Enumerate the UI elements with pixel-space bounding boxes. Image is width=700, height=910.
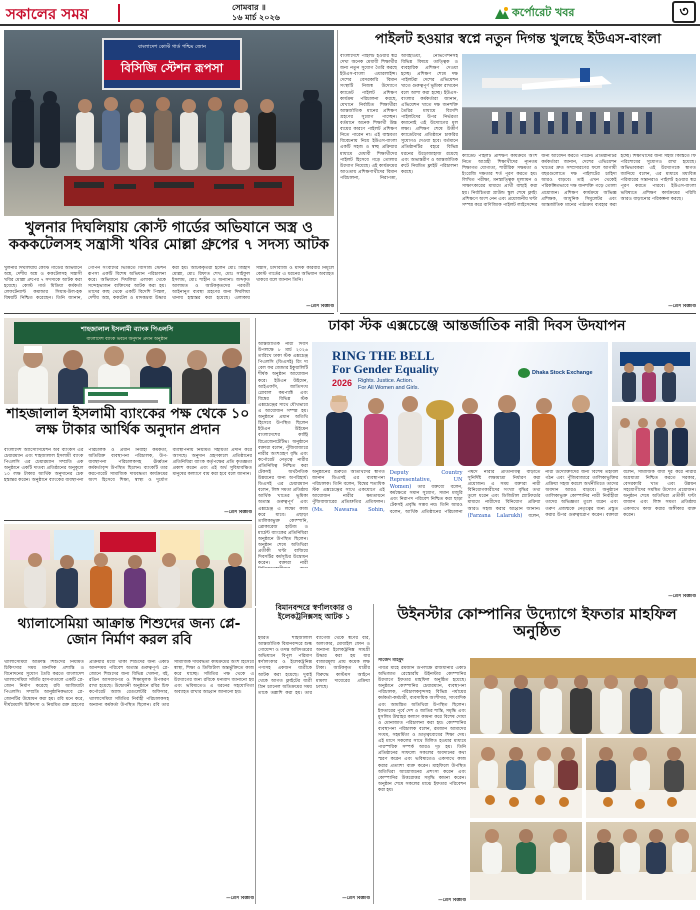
day-label: সোমবার ॥ — [232, 3, 266, 12]
vertical-divider-bottom-left — [255, 608, 256, 904]
pilot-body: বাংলাদেশে পাইলট হওয়ার স্বপ্ন দেখা অনেক মেধাবী শিক্ষার্থীর জন্য নতুন সুযোগ তৈরি করছে ইউএস-বাংলা এয়ারলাইন্স। দেশের বেসরকারি বিমান সংস্থাটি নিজস্ব উদ্যোগে ক্যাডেট পাইলট প্রশিক্ষণ কার্যক্রম পরিচালনা করছে, যেখানে নির্বাচিত শিক্ষার্থীরা আন্তর্জাতিক মানের প্রশিক্ষণ গ্রহণের সুযোগ পাচ্ছেন। বর্তমানে অনেক শিক্ষার্থী উচ্চ ব্যয়ের কারণে পাইলট প্রশিক্ষণ নিতে পারেন না। এই বাস্তবতা বিবেচনায় নিয়ে ইউএস-বাংলা একটি সহজ ও স্বচ্ছ প্রক্রিয়ার মাধ্যমে মেধাবী শিক্ষার্থীদের পাইলট হিসেবে গড়ে তোলার উদ্যোগ নিয়েছে। এই কার্যক্রমের আওতায় প্রশিক্ষণার্থীদের বিমান পরিচালনা, নিরাপত্তা, আবহাওয়া, নেভিগেশনসহ বিভিন্ন বিষয়ে তাত্ত্বিক ও ব্যবহারিক প্রশিক্ষণ দেওয়া হচ্ছে। প্রশিক্ষণ শেষে দক্ষ পাইলটরা দেশের এভিয়েশন খাতে গুরুত্বপূর্ণ ভূমিকা রাখবেন বলে আশা করা হচ্ছে। ইউএস-বাংলার কর্মকর্তারা জানান, এভিয়েশন খাতে দক্ষ জনশক্তি তৈরির মাধ্যমে বিদেশি পাইলটদের উপর নির্ভরতা কমানোই এই উদ্যোগের মূল লক্ষ্য। প্রশিক্ষণ শেষে উত্তীর্ণ ক্যাডেটদের প্রতিষ্ঠানে চাকরির সুযোগও দেওয়া হবে। বর্তমানে প্রতিষ্ঠানটির বহরে বিভিন্ন ধরনের উড়োজাহাজ রয়েছে এবং অভ্যন্তরীণ ও আন্তর্জাতিক রুটে নিয়মিত ফ্লাইট পরিচালনা করছে। — [340, 54, 458, 181]
dse-photo-right-top — [612, 342, 696, 402]
dse-banner-year: 2026 — [332, 378, 353, 388]
date-label: ১৬ মার্চ ২০২৬ — [232, 13, 280, 22]
iftar-photo-5 — [586, 822, 696, 900]
paper-name: সকালের সময় — [6, 5, 89, 23]
iftar-photo-4 — [470, 822, 582, 900]
khulna-body: খুলনার দিঘলিয়ায় কোস্ট গার্ডের অভিযানে অস্ত্র, দেশীয় অস্ত্র ও ককটেলসহ সন্ত্রাসী খবির মোল্লা গ্রুপের ৭ সদস্যকে আটক করা হয়েছে। কোস্ট গার্ড মিডিয়া কর্মকর্তা লেফটেন্যান্ট কমান্ডার সিয়াম-উল-হক বিষয়টি নিশ্চিত করেছেন। তিনি জানান, গোপন সংবাদের ভিত্তিতে বিসিজি স্টেশন রূপসা একটি বিশেষ অভিযান পরিচালনা করে। অভিযানে দিঘলিয়া এলাকা থেকে সন্দেহভাজন ব্যক্তিদের আটক করা হয়। তাদের কাছ থেকে একটি বিদেশি পিস্তল, দেশীয় অস্ত্র, ককটেল ও মাদকদ্রব্য উদ্ধার করা হয়। আটককৃতরা হলেন মোঃ জিহাদ মোল্লা, মোঃ রিফাত শেখ, মোঃ সাইফুল ইসলাম, মোঃ শাহীন ও অন্যান্য। জব্দকৃত আলামত ও আটককৃতদের পরবর্তী আইনানুগ ব্যবস্থা গ্রহণের জন্য দিঘলিয়া থানায় হস্তান্তর করা হয়েছে। এলাকায় সন্ত্রাস, চাঁদাবাজি ও মাদক কারবার নির্মূলে কোস্ট গার্ডের এ ধরনের অভিযান অব্যাহত থাকবে বলে জানান তিনি। — [4, 266, 334, 302]
section-logo-icon — [494, 5, 510, 19]
bank-banner — [14, 322, 240, 344]
dse-banner-line1: RING THE BELL — [332, 348, 435, 363]
masthead — [0, 0, 700, 26]
robi-playzone-photo — [4, 524, 252, 608]
dse-photo — [312, 342, 608, 466]
coast-guard-photo — [4, 30, 334, 216]
pilot-photo — [462, 54, 696, 150]
divider-shahjalal — [4, 520, 252, 521]
masthead-divider — [118, 4, 120, 22]
iftar-byline: —প্রেস বিজ্ঞপ্তি — [438, 898, 466, 903]
page-number: ৩ — [672, 1, 696, 23]
bank-banner-text: শাহজালাল ইসলামী ব্যাংক পিএলসি — [80, 325, 174, 333]
vertical-divider-mid — [255, 318, 256, 606]
vertical-divider-bottom-right — [373, 604, 374, 904]
robi-byline: —প্রেস বিজ্ঞপ্তি — [226, 896, 254, 901]
khulna-byline: —প্রেস বিজ্ঞপ্তি — [306, 304, 334, 309]
robi-headline: থ্যালাসেমিয়া আক্রান্ত শিশুদের জন্য প্লে-জোন নির্মাণ করল রবি — [17, 616, 241, 649]
banner-station-text: বিসিজি স্টেশন রূপসা — [104, 60, 240, 80]
dse-highlight-name: (Ms. Nawarsa Sohin, Deputy Country Representative, UN Women) — [312, 470, 463, 513]
dse-logo-icon — [518, 368, 530, 378]
shahjalal-headline: শাহজালাল ইসলামী ব্যাংকের পক্ষ থেকে ১০ লক্ষ টাকার আর্থিক অনুদান প্রদান — [4, 404, 252, 444]
airport-body: হযরত শাহজালাল আন্তর্জাতিক বিমানবন্দরে শুল্ক গোয়েন্দা ও তদন্ত অধিদপ্তরের অভিযানে বিপুল পরিমাণ স্বর্ণালংকার ও ইলেকট্রনিক্স পণ্যসহ একজন যাত্রীকে আটক করা হয়েছে। দুবাই থেকে আগত ফ্লাইটের যাত্রী গ্রিন চ্যানেল অতিক্রমের সময় তাকে তল্লাশি করা হয়। তার ব্যাগেজ থেকে স্বর্ণের বার, অলংকার, মোবাইল ফোন ও অন্যান্য ইলেকট্রনিক্স সামগ্রী উদ্ধার করা হয় যার বাজারমূল্য প্রায় কয়েক লক্ষ টাকা। আটককৃত যাত্রীর বিরুদ্ধে কাস্টমস আইনে মামলা দায়েরের প্রক্রিয়া চলছে। — [258, 636, 370, 696]
section-label: কর্পোরেট খবর — [512, 6, 575, 19]
shahjalal-byline: —প্রেস বিজ্ঞপ্তি — [224, 510, 252, 515]
pilot-byline: —প্রেস বিজ্ঞপ্তি — [668, 304, 696, 309]
dse-banner-sub2: For All Women and Girls. — [358, 385, 420, 391]
dse-byline: —প্রেস বিজ্ঞপ্তি — [668, 594, 696, 599]
coast-guard-banner: বাংলাদেশ কোস্ট গার্ড পশ্চিম জোন বিসিজি স্টেশন রূপসা — [102, 38, 242, 90]
bank-banner-subtext: বাংলাদেশ ব্যাংক ভবনে অনুদান প্রদান অনুষ্ঠান — [86, 337, 168, 342]
iftar-headline: উইনস্টার কোম্পানির উদ্যোগে ইফতার মাহফিল অনুষ্ঠিত — [397, 605, 677, 641]
khulna-headline: খুলনার দিঘলিয়ায় কোস্ট গার্ডের অভিযানে অস্ত্র ও কককটেলসহ সন্ত্রাসী খবির মোল্লা গ্রুপের ৭ সদস্য আটক — [8, 220, 330, 253]
airport-byline: —প্রেস বিজ্ঞপ্তি — [342, 896, 370, 901]
iftar-photo-3 — [586, 738, 696, 818]
vertical-divider-top — [337, 30, 338, 312]
dse-logo-text: Dhaka Stock Exchange — [532, 370, 593, 376]
airport-headline: বিমানবন্দরে স্বর্ণালংকার ও ইলেকট্রনিক্সসহ আটক ১ — [275, 603, 353, 621]
iftar-body: পবিত্র মাহে রমজান উপলক্ষে রাজধানীর একটি অভিজাত রেস্তোরাঁয় উইনস্টার কোম্পানির উদ্যোগে ইফতার মাহফিল অনুষ্ঠিত হয়েছে। অনুষ্ঠানে কোম্পানির চেয়ারম্যান, ব্যবস্থাপনা পরিচালক, পরিচালকবৃন্দসহ বিভিন্ন পর্যায়ের কর্মকর্তা-কর্মচারী, ব্যবসায়িক অংশীদার, সাংবাদিক এবং আমন্ত্রিত অতিথিরা উপস্থিত ছিলেন। ইফতারের পূর্বে দেশ ও জাতির শান্তি, সমৃদ্ধি এবং মুসলিম উম্মাহর কল্যাণ কামনা করে বিশেষ দোয়া ও মোনাজাত পরিচালনা করা হয়। কোম্পানির ব্যবস্থাপনা পরিচালক বলেন, রমজান আমাদের সংযম, সহমর্মিতা ও ভ্রাতৃত্ববোধের শিক্ষা দেয়। এই মাসে সকলের সাথে মিলিত হওয়ার মাধ্যমে পারস্পরিক সম্পর্ক আরও দৃঢ় হয়। তিনি প্রতিষ্ঠানের সাফল্যে সকলের অবদানের কথা স্মরণ করেন এবং ভবিষ্যতেও একসাথে কাজ করার প্রত্যাশা ব্যক্ত করেন। মাহফিলে উপস্থিত অতিথিরা আয়োজনের প্রশংসা করেন এবং কোম্পানির উত্তরোত্তর সমৃদ্ধি কামনা করেন। অনুষ্ঠান শেষে সকলের মাঝে ইফতার পরিবেশন করা হয়। — [378, 666, 466, 793]
dse-banner-line2: For Gender Equality — [332, 362, 439, 376]
dse-body: আন্তর্জাতিক নারী দিবস উপলক্ষে ৮ মার্চ ২০২৬ তারিখে ঢাকা স্টক এক্সচেঞ্জ পিএলসি (ডিএসই) রিং দ্য বেল ফর জেন্ডার ইকুয়ালিটি শীর্ষক অনুষ্ঠান আয়োজন করে। ইউএন উইমেন, আইএফসি, জাতিসংঘ গ্লোবাল কমপ্যাক্ট এবং বিশ্বের বিভিন্ন স্টক এক্সচেঞ্জের সাথে যৌথভাবে এ আয়োজন সম্পন্ন হয়। অনুষ্ঠানে প্রধান অতিথি হিসেবে উপস্থিত ছিলেন ইউএন উইমেন বাংলাদেশের কান্ট্রি রিপ্রেজেনটেটিভ। অনুষ্ঠানে বক্তারা বলেন, পুঁজিবাজারে নারীর অংশগ্রহণ বৃদ্ধি এবং কর্পোরেট নেতৃত্বে নারীর প্রতিনিধিত্ব নিশ্চিত করা টেকসই অর্থনৈতিক উন্নয়নের জন্য অপরিহার্য। ডিএসই এর চেয়ারম্যান বলেন, লিঙ্গ সমতা প্রতিষ্ঠায় আর্থিক খাতের ভূমিকা অত্যন্ত গুরুত্বপূর্ণ এবং এক্সচেঞ্জ এ লক্ষ্যে কাজ করে যাবে। এছাড়া তালিকাভুক্ত কোম্পানি, ব্রোকারেজ হাউজ ও মার্চেন্ট ব্যাংকের প্রতিনিধিরা অনুষ্ঠানে উপস্থিত ছিলেন। অনুষ্ঠান শেষে অতিথিরা প্রতীকী ঘণ্টা বাজিয়ে দিবসটির কর্মসূচির উদ্বোধন করেন। বক্তারা নারী — [258, 342, 308, 567]
dse-highlight-name-2: (Farzana Lalarukh) — [467, 512, 523, 519]
divider-khulna — [4, 313, 334, 314]
dse-banner-sub: Rights. Justice. Action. — [358, 378, 414, 384]
robi-body: থ্যালাসেমিয়া আক্রান্ত শিশুদের নিয়মিত চিকিৎসার সময় মানসিক প্রশান্তি ও বিনোদনের সুযোগ তৈরি করতে বাংলাদেশ থ্যালাসেমিয়া সমিতি হাসপাতালে একটি প্লে-জোন নির্মাণ করেছে রবি আজিয়াটা পিএলসি। সম্প্রতি আনুষ্ঠানিকভাবে প্লে-জোনটির উদ্বোধন করা হয়। রবি মনে করে, দীর্ঘমেয়াদি চিকিৎসা ও নিয়মিত রক্ত গ্রহণের প্রক্রিয়ার মধ্যে থাকা শিশুদের জন্য একটি আনন্দময় পরিবেশ অত্যন্ত গুরুত্বপূর্ণ। প্লে-জোনে শিশুদের জন্য বিভিন্ন খেলনা, বই, রঙিন আসবাবপত্র ও শিক্ষামূলক উপকরণ রাখা হয়েছে। উদ্বোধনী অনুষ্ঠানে রবির চিফ কর্পোরেট অ্যান্ড রেগুলেটরি অফিসার, থ্যালাসেমিয়া সমিতির নির্বাহী পরিচালকসহ অন্যান্য কর্মকর্তা উপস্থিত ছিলেন। রবি তার সামাজিক দায়বদ্ধতা কার্যক্রমের অংশ হিসেবে স্বাস্থ্য, শিক্ষা ও ডিজিটাল অন্তর্ভুক্তিতে কাজ করে যাচ্ছে। সমিতির পক্ষ থেকে এ উদ্যোগের জন্য রবিকে ধন্যবাদ জানানো হয় এবং ভবিষ্যতেও এ ধরনের সহযোগিতা অব্যাহত রাখার আহ্বান জানানো হয়। — [4, 660, 254, 708]
dse-photo-right-bottom — [612, 406, 696, 466]
iftar-photo-1 — [470, 658, 696, 734]
iftar-photo-2 — [470, 738, 582, 818]
dse-headline: ঢাকা স্টক এক্সচেঞ্জে আন্তর্জাতিক নারী দিবস উদযাপন — [328, 318, 626, 334]
divider-pilot — [340, 313, 696, 314]
dse-body-continued: অনুষ্ঠানের শুরুতে অতিথিদের স্বাগত জানান ডিএসই এর ব্যবস্থাপনা পরিচালক। তিনি বলেন, বিশ্বের শতাধিক স্টক এক্সচেঞ্জের সাথে একযোগে এই আয়োজন নারীর ক্ষমতায়নে পুঁজিবাজারের প্রতিশ্রুতির প্রতিফলন। (Ms. Nawarsa Sohin, Deputy Country Representative, UN Women) তার বক্তব্যে বলেন, কর্মক্ষেত্রে সমান সুযোগ, সমান মজুরি এবং নিরাপদ পরিবেশ নিশ্চিত করা ছাড়া টেকসই প্রবৃদ্ধি সম্ভব নয়। তিনি আরও বলেন, আর্থিক প্রতিষ্ঠানের পরিচালনা পর্ষদে নারীর প্রতিনিধিত্ব বাড়াতে সুনির্দিষ্ট লক্ষ্যমাত্রা নির্ধারণ করা প্রয়োজন। এ সময় বক্তারা নারী বিনিয়োগকারীদের সংখ্যা বৃদ্ধির তথ্য তুলে ধরেন এবং ডিজিটাল প্ল্যাটফর্মের মাধ্যমে নারীদের বিনিয়োগ প্রক্রিয়া আরও সহজ করার আহ্বান জানান। (Farzana Lalarukh) বলেন, নারী উদ্যোক্তাদের জন্য বিশেষ তহবিল গঠন এবং পুঁজিবাজারে তালিকাভুক্তির প্রক্রিয়া সহজ করলে অর্থনীতিতে তাদের অবদান আরও বাড়বে। অনুষ্ঠানে তালিকাভুক্ত কোম্পানির নারী নির্বাহীরা তাদের অভিজ্ঞতা তুলে ধরেন এবং তরুণ প্রজন্মকে নেতৃত্বের জন্য প্রস্তুত করার উপর গুরুত্বারোপ করেন। বক্তারা বলেন, সামাজিক বাধা দূর করে নারীর অগ্রযাত্রা নিশ্চিত করতে সরকার, বেসরকারি খাত এবং উন্নয়ন সহযোগীদের সমন্বিত উদ্যোগ প্রয়োজন। অনুষ্ঠান শেষে অতিথিরা প্রতীকী ঘণ্টা বাজান এবং লিঙ্গ সমতা প্রতিষ্ঠায় একসাথে কাজ করার অঙ্গীকার ব্যক্ত করেন। — [312, 470, 696, 519]
iftar-reporter: সাজেদ মাহমুদ — [378, 658, 404, 663]
pilot-body-continued: ক্যাডেট পাইলট প্রশিক্ষণ কার্যক্রমে অংশ নিতে আগ্রহী শিক্ষার্থীদের ন্যূনতম শিক্ষাগত যোগ্যতা, শারীরিক সক্ষমতা ও ইংরেজি দক্ষতার শর্ত পূরণ করতে হয়। লিখিত পরীক্ষা, মনস্তাত্ত্বিক মূল্যায়ন ও সাক্ষাৎকারের মাধ্যমে প্রার্থী বাছাই করা হয়। নির্বাচিতরা গ্রাউন্ড স্কুল শেষে ফ্লাইং প্রশিক্ষণে অংশ নেন এবং প্রয়োজনীয় ঘণ্টা সম্পন্ন করে বাণিজ্যিক পাইলট লাইসেন্সের জন্য আবেদন করতে পারেন। প্রতিষ্ঠানটির কর্মকর্তারা জানান, দেশের এভিয়েশন খাতের দ্রুত সম্প্রসারণের ফলে আগামী বছরগুলোতে দক্ষ পাইলটের চাহিদা আরও বাড়বে। তাই এখন থেকেই পরিকল্পিতভাবে দক্ষ জনশক্তি গড়ে তোলা প্রয়োজন। প্রশিক্ষণ কার্যক্রমে অভিজ্ঞ প্রশিক্ষক, আধুনিক সিমুলেটর এবং আন্তর্জাতিক মানের পাঠ্যক্রম ব্যবহার করা হচ্ছে। শিক্ষার্থীদের জন্য সহজ কিস্তিতে ফি পরিশোধের সুযোগও রাখা হয়েছে। অভিভাবকরা এই উদ্যোগকে স্বাগত জানিয়ে বলেন, এর মাধ্যমে মধ্যবিত্ত পরিবারের সন্তানরাও পাইলট হওয়ার স্বপ্ন পূরণ করতে পারবে। ইউএস-বাংলা ভবিষ্যতে প্রশিক্ষণ কার্যক্রমের পরিধি আরও বাড়ানোর পরিকল্পনা করছে। — [462, 154, 696, 208]
shahjalal-body: বাংলাদেশ অ্যাসোসিয়েশন অব ব্যাংকস এর চেয়ারম্যান এবং শাহজালাল ইসলামী ব্যাংক পিএলসি এর চেয়ারম্যান সম্প্রতি এক অনুষ্ঠানে একটি দাতব্য প্রতিষ্ঠানের অনুকূলে ১০ লক্ষ টাকার আর্থিক অনুদানের চেক হস্তান্তর করেন। অনুষ্ঠানে ব্যাংকের ব্যবস্থাপনা পরিচালক ও প্রধান নির্বাহী কর্মকর্তা, অতিরিক্ত ব্যবস্থাপনা পরিচালক, উপ-ব্যবস্থাপনা পরিচালকসহ ঊর্ধ্বতন কর্মকর্তাবৃন্দ উপস্থিত ছিলেন। ব্যাংকটি তার করপোরেট সামাজিক দায়বদ্ধতা কার্যক্রমের অংশ হিসেবে শিক্ষা, স্বাস্থ্য ও দুর্যোগ ব্যবস্থাপনায় নিয়মিত সহায়তা প্রদান করে আসছে। অনুদান গ্রহণকালে প্রতিষ্ঠানের প্রতিনিধিরা ব্যাংক কর্তৃপক্ষের প্রতি কৃতজ্ঞতা প্রকাশ করেন এবং এই অর্থ সুবিধাবঞ্চিত মানুষের কল্যাণে ব্যয় করা হবে বলে জানান। — [4, 448, 252, 484]
guard-figures — [4, 90, 334, 216]
pilot-headline: পাইলট হওয়ার স্বপ্নে নতুন দিগন্ত খুলছে ইউএস-বাংলা — [375, 31, 661, 47]
